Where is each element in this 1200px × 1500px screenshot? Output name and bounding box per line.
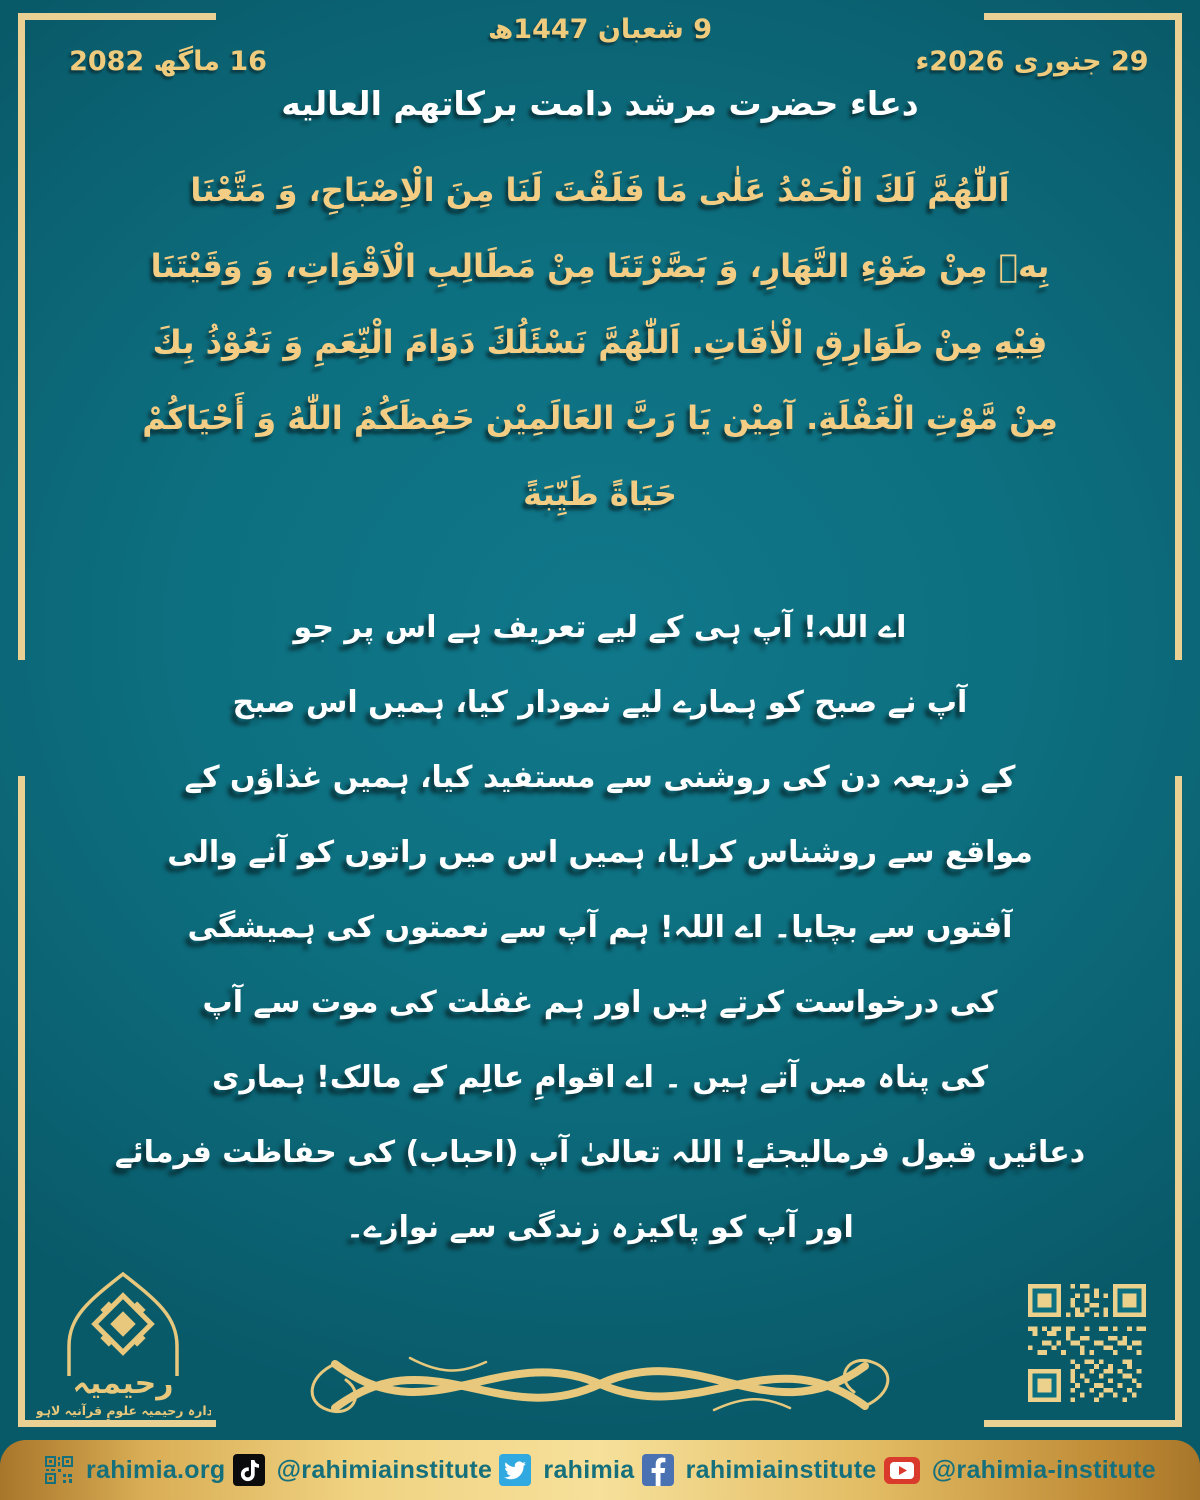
social-facebook[interactable] (642, 1454, 877, 1486)
youtube-icon (884, 1457, 920, 1484)
urdu-line: دعائیں قبول فرمالیجئے! اللہ تعالیٰ آپ (احباب) کی حفاظت فرمائے (114, 1135, 1086, 1170)
facebook-icon (642, 1454, 674, 1486)
arabic-line: فِيْهِ مِنْ طَوَارِقِ الْاٰفَاتِ. اَللّٰهُمَّ نَسْئَلُكَ دَوَامَ الْنِّعَمِ وَ نَعُوْذُ بِكَ (152, 323, 1048, 361)
social-handle: rahimia.org (86, 1455, 226, 1484)
urdu-line: کی درخواست کرتے ہیں اور ہم غفلت کی موت سے آپ (202, 985, 998, 1020)
logo-subtitle: ادارہ رحیمیہ علومِ قرآنیہ لاہور (36, 1403, 211, 1418)
tiktok-icon (233, 1454, 265, 1486)
arabic-line: بِهٖ مِنْ ضَوْءِ النَّهَارِ، وَ بَصَّرْتَنَا مِنْ مَطَالِبِ الْاَقْوَاتِ، وَ وَقَيْتَنَا (150, 247, 1050, 285)
rahimia-logo (36, 1258, 211, 1427)
urdu-translation-block (30, 590, 1170, 1265)
social-youtube[interactable] (884, 1456, 1156, 1485)
arabic-line: حَيَاةً طَيِّبَةً (523, 475, 677, 513)
urdu-line: کی پناہ میں آتے ہیں ۔ اے اقوامِ عالِم کے مالک! ہماری (211, 1060, 989, 1095)
hijri-date: 9 شعبان 1447ھ (487, 14, 713, 45)
urdu-line: مواقع سے روشناس کرایا، ہمیں اس میں راتوں کو آنے والی (167, 835, 1033, 870)
frame-left-lower-vertical (18, 776, 25, 1427)
social-website[interactable] (44, 1455, 225, 1485)
urdu-line: اور آپ کو پاکیزہ زندگی سے نوازے۔ (346, 1210, 854, 1245)
social-handle: @rahimia-institute (931, 1455, 1156, 1484)
urdu-line: آفتوں سے بچایا۔ اے اللہ! ہم آپ سے نعمتوں کی ہمیشگی (187, 910, 1013, 945)
arabic-line: مِنْ مَّوْتِ الْغَفْلَةِ. آمِيْن يَا رَبَّ العَالَمِيْن حَفِظَكُمُ اللّٰهُ وَ أَحْيَاكُمْ (142, 399, 1058, 437)
flourish-icon (290, 1336, 910, 1436)
qr-code-icon (1028, 1284, 1146, 1402)
social-handle: rahimia (543, 1455, 635, 1484)
rahimia-logo-icon (36, 1258, 211, 1423)
twitter-icon (499, 1454, 531, 1486)
flourish-ornament (290, 1336, 910, 1440)
urdu-line: آپ نے صبح کو ہمارے لیے نمودار کیا، ہمیں اس صبح (232, 685, 968, 720)
social-handle: rahimiainstitute (685, 1455, 877, 1484)
social-twitter[interactable] (499, 1454, 634, 1486)
frame-right-lower-vertical (1175, 776, 1182, 1427)
urdu-line: کے ذریعہ دن کی روشنی سے مستفید کیا، ہمیں غذاؤں کے (184, 760, 1016, 795)
social-bar (0, 1440, 1200, 1500)
logo-wordmark: رحیمیہ (72, 1366, 174, 1401)
arabic-prayer-block (30, 152, 1170, 532)
bikrami-date: 16 ماگھ 2082 (69, 46, 267, 77)
frame-bottom-right-horizontal (984, 1420, 1182, 1427)
social-handle: @rahimiainstitute (276, 1455, 493, 1484)
gregorian-date: 29 جنوری 2026ء (915, 46, 1149, 77)
arabic-line: اَللّٰهُمَّ لَكَ الْحَمْدُ عَلٰى مَا فَلَقْتَ لَنَا مِنَ الْاِصْبَاحِ، وَ مَتَّعْنَا (190, 171, 1010, 209)
urdu-line: اے اللہ! آپ ہی کے لیے تعریف ہے اس پر جو (293, 610, 907, 645)
qr-web-icon (44, 1455, 74, 1485)
page-title: دعاء حضرت مرشد دامت بركاتهم العاليه (281, 84, 919, 123)
qr-code (1028, 1284, 1146, 1406)
social-tiktok[interactable] (233, 1454, 493, 1486)
